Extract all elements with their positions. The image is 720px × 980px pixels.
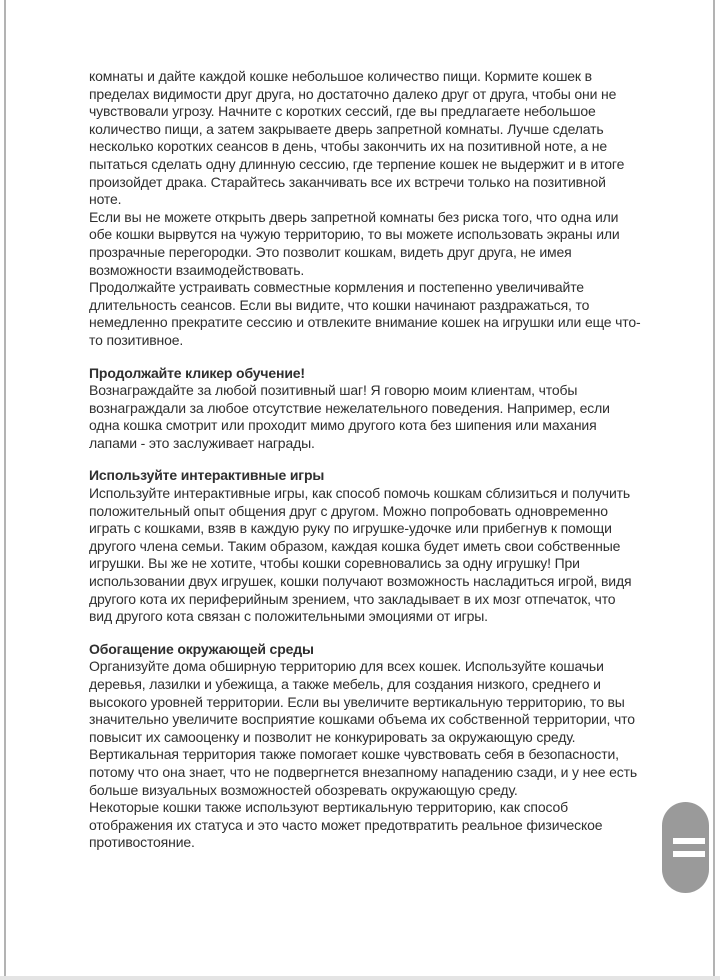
section-feeding-sessions	[89, 68, 641, 350]
paragraph: Продолжайте устраивать совместные кормления и постепенно увеличивайте длительность сеансов. Если вы видите, что кошки начинают раздражаться, то немедленно прекратите сессию и отвлеките внимание кошек на игрушки или еще что-то позитивное.	[89, 279, 641, 348]
drag-handle-icon	[673, 851, 705, 857]
page-left-border	[4, 0, 6, 980]
drag-handle-icon	[673, 838, 705, 844]
page-bottom-border	[0, 976, 720, 980]
paragraph: Некоторые кошки также используют вертикальную территорию, как способ отображения их статуса и это часто может предотвратить реальное физическое противостояние.	[89, 799, 603, 851]
document-content	[89, 68, 641, 852]
paragraph: комнаты и дайте каждой кошке небольшое количество пищи. Кормите кошек в пределах видимости друг друга, но достаточно далеко друг от друга, чтобы они не чувствовали угрозу. Начните с коротких сессий, где вы предлагаете небольшое количество пищи, а затем закрываете дверь запретной комнаты. Лучше сделать несколько коротких сеансов в день, чтобы закончить их на позитивной ноте, а не пытаться сделать одну длинную сессию, где терпение кошек не выдержит и в итоге произойдет драка. Старайтесь заканчивать все их встречи только на позитивной ноте.	[89, 68, 625, 208]
section-clicker-training	[89, 365, 641, 453]
paragraph: Используйте интерактивные игры, как способ помочь кошкам сблизиться и получить положительный опыт общения друг с другом. Можно попробовать одновременно играть с кошками, взяв в каждую руку по игрушке-удочке или прибегнув к помощи другого члена семьи. Таким образом, каждая кошка будет иметь свои собственные игрушки. Вы же не хотите, чтобы кошки соревновались за одну игрушку! При использовании двух игрушек, кошки получают возможность насладиться игрой, видя другого кота их периферийным зрением, что закладывает в их мозг отпечаток, что вид другого кота связан с положительными эмоциями от игры.	[89, 485, 632, 625]
section-interactive-games	[89, 467, 641, 625]
paragraph: Организуйте дома обширную территорию для всех кошек. Используйте кошачьи деревья, лазилки и убежища, а также мебель, для создания низкого, среднего и высокого уровней территории. Если вы увеличите вертикальную территорию, то вы значительно увеличите восприятие кошками объема их собственной территории, что повысит их самооценку и позволит не конкурировать за окружающую среду. Вертикальная территория также помогает кошке чувствовать себя в безопасности, потому что она знает, что не подвергнется внезапному нападению сзади, и у нее есть больше визуальных возможностей обозревать окружающую среду.	[89, 658, 638, 798]
page-right-border	[713, 0, 715, 980]
paragraph: Если вы не можете открыть дверь запретной комнаты без риска того, что одна или обе кошки вырвутся на чужую территорию, то вы можете использовать экраны или прозрачные перегородки. Это позволит кошкам, видеть друг друга, не имея возможности взаимодействовать.	[89, 208, 620, 278]
drag-handle-button[interactable]	[662, 802, 709, 893]
section-heading: Используйте интерактивные игры	[89, 467, 325, 484]
section-heading: Обогащение окружающей среды	[89, 640, 314, 657]
section-environment-enrichment	[89, 641, 641, 852]
paragraph: Вознаграждайте за любой позитивный шаг! Я говорю моим клиентам, чтобы вознаграждали за любое отсутствие нежелательного поведения. Например, если одна кошка смотрит или проходит мимо другого кота без шипения или махания лапами - это заслуживает награды.	[89, 382, 610, 451]
section-heading: Продолжайте кликер обучение!	[89, 364, 305, 381]
